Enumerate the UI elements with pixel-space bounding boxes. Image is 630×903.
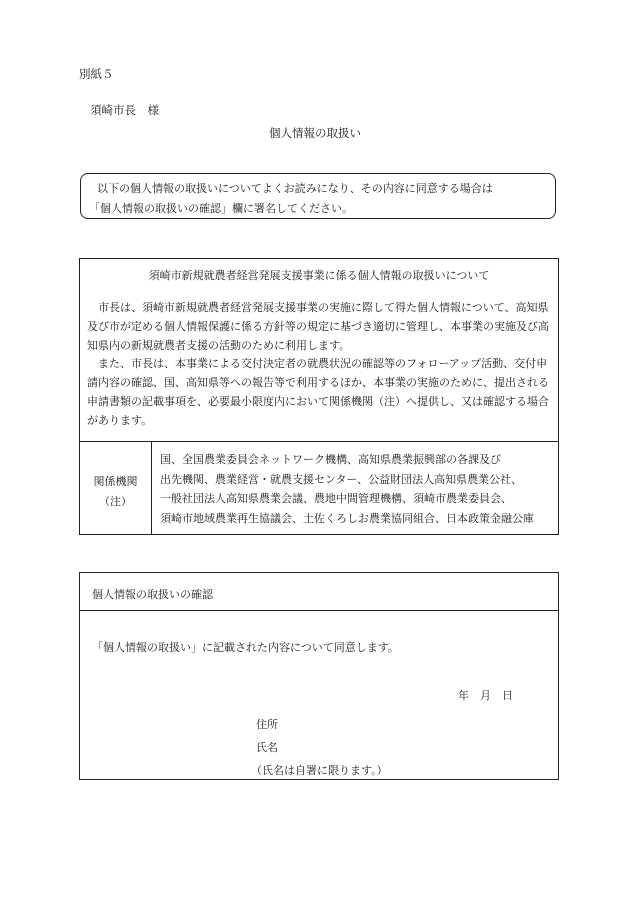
agencies-column-divider: [151, 441, 152, 534]
agencies-label-note: （注）: [99, 495, 132, 508]
date-field[interactable]: 年 月 日: [458, 689, 513, 702]
consent-confirmation-box: [79, 572, 559, 780]
privacy-policy-box: [79, 258, 559, 535]
agencies-line: 須崎市地域農業再生協議会、土佐くろしお農業協同組合、日本政策金融公庫: [160, 511, 534, 525]
policy-body: [87, 299, 555, 431]
consent-notice-box: [80, 173, 556, 219]
notice-line-2: 「個人情報の取扱いの確認」欄に署名してください。: [89, 202, 353, 215]
confirmation-divider: [80, 610, 558, 611]
signature-note: （氏名は自署に限ります。）: [251, 764, 388, 777]
policy-heading: 須崎市新規就農者経営発展支援事業に係る個人情報の取扱いについて: [148, 269, 490, 282]
notice-line-1: 以下の個人情報の取扱いについてよくお読みになり、その内容に同意する場合は: [97, 182, 493, 195]
policy-paragraph-1: 市長は、須崎市新規就農者経営発展支援事業の実施に際して得た個人情報について、高知県及び市が定める個人情報保護に係る方針等の規定に基づき適切に管理し、本事業の実施及び高知県内の新規就農者支援の活動のために利用します。: [87, 301, 549, 352]
name-signature-field[interactable]: 氏名: [256, 741, 278, 754]
consent-statement: 「個人情報の取扱い」に記載された内容について同意します。: [92, 641, 399, 654]
related-agencies-list: [160, 450, 556, 528]
policy-paragraph-2: また、市長は、本事業による交付決定者の就農状況の確認等のフォローアップ活動、交付申請内容の確認、国、高知県等への報告等で利用するほか、本事業の実施のために、提出される申請書類の記載事項を、必要最小限度内において関係機関（注）へ提供し、又は確認する場合があります。: [87, 357, 549, 427]
document-title: 個人情報の取扱い: [269, 126, 361, 140]
agencies-line: 一般社団法人高知県農業会議、農地中間管理機構、須崎市農業委員会、: [160, 492, 512, 506]
related-agencies-label: [80, 472, 151, 512]
annex-label: 別紙５: [79, 67, 114, 81]
confirmation-heading: 個人情報の取扱いの確認: [92, 588, 213, 601]
address-field[interactable]: 住所: [256, 718, 278, 731]
agencies-line: 国、全国農業委員会ネットワーク機構、高知県農業振興部の各課及び: [160, 453, 501, 466]
agencies-line: 出先機関、農業経営・就農支援センター、公益財団法人高知県農業公社、: [160, 472, 523, 486]
addressee: 須崎市長 様: [90, 103, 159, 117]
agencies-label-text: 関係機関: [93, 475, 138, 488]
